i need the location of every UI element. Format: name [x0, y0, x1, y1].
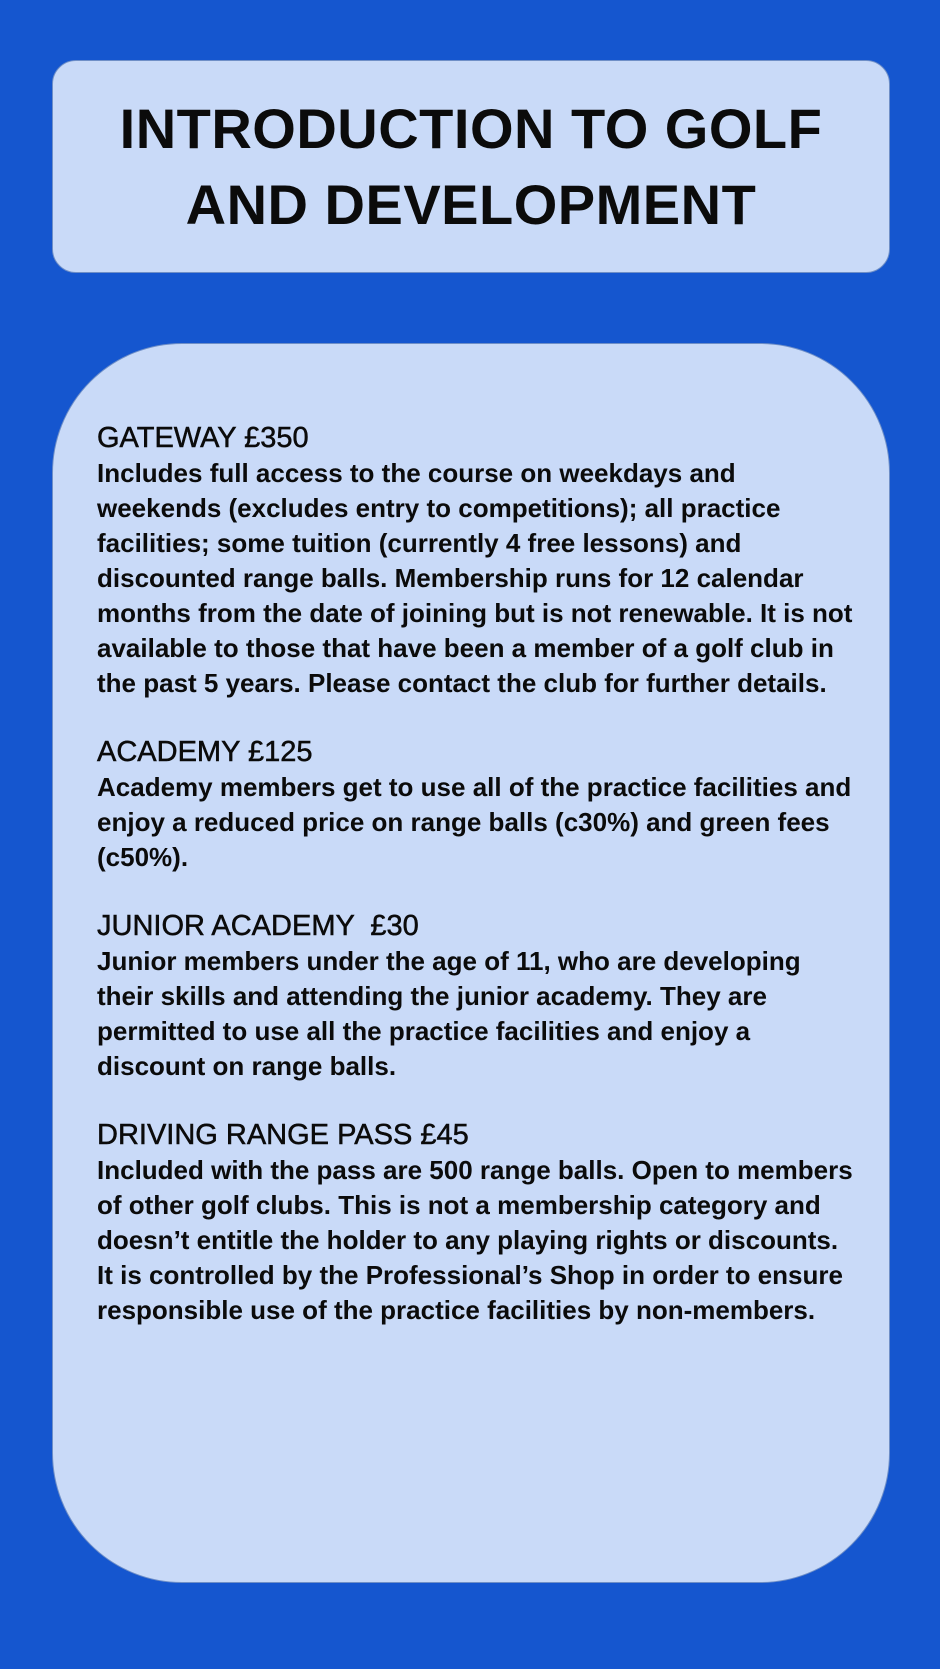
section-description: Academy members get to use all of the practice facilities and enjoy a reduced price on range balls (c30%) and green fees (c50%).	[97, 772, 852, 872]
section-description: Includes full access to the course on weekdays and weekends (excludes entry to competitions); all practice facilities; some tuition (currently 4 free lessons) and discounted range balls. Membership runs for 12 calendar months from the date of joining but is not renewable. It is not available to those that have been a member of a golf club in the past 5 years. Please contact the club for further details.	[97, 458, 853, 698]
title-card	[52, 60, 890, 273]
page-title: INTRODUCTION TO GOLF AND DEVELOPMENT	[119, 96, 823, 236]
section-description: Included with the pass are 500 range balls. Open to members of other golf clubs. This is not a membership category and doesn’t entitle the holder to any playing rights or discounts. It is controlled by the Professional’s Shop in order to ensure responsible use of the practice facilities by non-members.	[97, 1155, 853, 1325]
section-description: Junior members under the age of 11, who are developing their skills and attending the junior academy. They are permitted to use all the practice facilities and enjoy a discount on range balls.	[97, 946, 801, 1081]
section-heading: ACADEMY £125	[97, 736, 313, 768]
membership-card	[52, 343, 890, 1583]
membership-driving-range-pass	[97, 1117, 857, 1328]
section-heading: GATEWAY £350	[97, 422, 309, 454]
membership-list	[97, 420, 857, 1361]
membership-junior-academy	[97, 908, 857, 1084]
section-heading: JUNIOR ACADEMY £30	[97, 910, 419, 942]
membership-gateway	[97, 420, 857, 701]
section-heading: DRIVING RANGE PASS £45	[97, 1119, 469, 1151]
membership-academy	[97, 734, 857, 875]
